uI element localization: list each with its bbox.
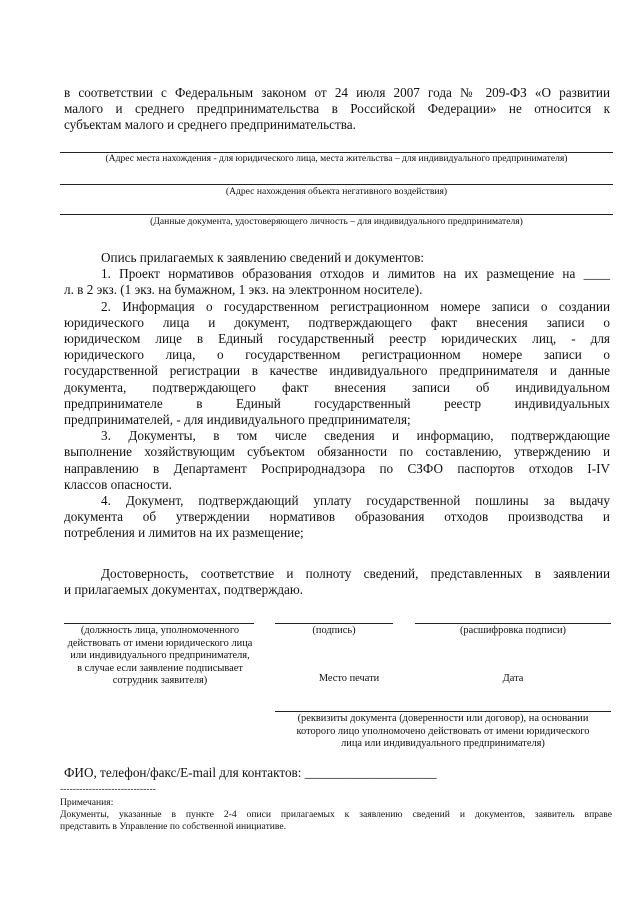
position-caption-line: в случае если заявление подписывает bbox=[77, 662, 243, 674]
contacts-field[interactable]: ФИО, телефон/факс/E-mail для контактов: ____________________ bbox=[64, 765, 437, 780]
inventory-item-2-line: предпринимателей, - для индивидуального предпринимателя; bbox=[64, 412, 411, 428]
id-document-field-line[interactable] bbox=[60, 214, 613, 215]
signature-decode-field-line[interactable] bbox=[415, 623, 611, 624]
notes-text-line: Документы, указанные в пункте 2-4 описи прилагаемых к заявлению сведений и документов, заявитель вправе bbox=[60, 809, 612, 820]
signature-decode-label: (расшифровка подписи) bbox=[459, 625, 567, 636]
power-of-attorney-caption bbox=[275, 713, 611, 751]
position-caption-line: или индивидуального предпринимателя, bbox=[70, 650, 250, 661]
notes-text-line: представить в Управление по собственной инициативе. bbox=[60, 821, 287, 832]
address-caption: (Адрес места нахождения - для юридического лица, места жительства – для индивидуального предпринимателя) bbox=[105, 153, 568, 164]
signature-field-line[interactable] bbox=[275, 623, 393, 624]
inventory-item-4-line: потребления и лимитов на их размещение; bbox=[64, 525, 304, 541]
intro-paragraph bbox=[64, 85, 610, 134]
power-of-attorney-caption-line: которого лицо уполномочено действовать от имени юридического bbox=[296, 725, 590, 737]
inventory-item-2-line: государственной регистрации в качестве индивидуального предпринимателя и данные bbox=[64, 363, 610, 379]
intro-line: в соответствии с Федеральным законом от 24 июля 2007 года № 209-ФЗ «О развитии bbox=[64, 85, 610, 100]
inventory-item-2-line: документа, подтверждающего факт внесения записи об индивидуальном bbox=[64, 379, 610, 395]
intro-line: субъектам малого и среднего предпринимательства. bbox=[64, 117, 356, 133]
stamp-label: Место печати bbox=[318, 673, 380, 684]
inventory-item-4-line: 4. Документ, подтверждающий уплату государственной пошлины за выдачу bbox=[101, 493, 610, 509]
confirmation-paragraph bbox=[64, 566, 610, 598]
power-of-attorney-caption-line: (реквизиты документа (доверенности или договор), на основании bbox=[297, 713, 589, 724]
inventory-section bbox=[64, 250, 610, 542]
position-caption bbox=[62, 625, 258, 688]
notes-separator: ------------------------------ bbox=[60, 784, 156, 795]
object-address-field-line[interactable] bbox=[60, 184, 613, 185]
inventory-item-1-line: 1. Проект нормативов образования отходов и лимитов на их размещение на ____ bbox=[101, 266, 610, 282]
inventory-heading: Опись прилагаемых к заявлению сведений и документов: bbox=[101, 250, 425, 265]
inventory-item-2-line: предпринимателе в Единый государственный реестр индивидуальных bbox=[64, 395, 610, 411]
notes-heading: Примечания: bbox=[60, 797, 114, 808]
inventory-item-3-line: 3. Документы, в том числе сведения и информацию, подтверждающие bbox=[101, 428, 610, 444]
inventory-item-3-line: классов опасности. bbox=[64, 476, 172, 492]
inventory-item-2-line: 2. Информация о государственном регистрационном номере записи о создании bbox=[101, 298, 610, 314]
inventory-item-3-line: направлению в Департамент Росприроднадзора по СЗФО паспортов отходов I-IV bbox=[64, 460, 610, 476]
position-caption-line: (должность лица, уполномоченного bbox=[80, 625, 240, 636]
inventory-item-2-line: юридического лица, о государственном регистрационном номере записи о bbox=[64, 347, 610, 363]
inventory-item-2-line: юридическом лице в Единый государственный реестр юридических лиц, - для bbox=[64, 331, 610, 347]
object-address-caption: (Адрес нахождения объекта негативного воздействия) bbox=[225, 186, 448, 197]
signature-label: (подпись) bbox=[312, 625, 356, 636]
inventory-item-1-line: л. в 2 экз. (1 экз. на бумажном, 1 экз. на электронном носителе). bbox=[64, 282, 423, 298]
intro-line: малого и среднего предпринимательства в Российской Федерации» не относится к bbox=[64, 101, 610, 117]
id-document-caption: (Данные документа, удостоверяющего личность – для индивидуального предпринимателя) bbox=[150, 216, 523, 227]
inventory-item-2-line: юридического лица и документ, подтверждающего факт внесения записи о bbox=[64, 314, 610, 330]
position-caption-line: сотрудник заявителя) bbox=[112, 675, 208, 686]
position-field-line[interactable] bbox=[64, 623, 254, 624]
inventory-item-3-line: выполнение хозяйствующим субъектом обязанности по составлению, утверждению и bbox=[64, 444, 610, 460]
inventory-item-4-line: документа об утверждении нормативов образования отходов производства и bbox=[64, 509, 610, 525]
power-of-attorney-caption-line: лица или индивидуального предпринимателя) bbox=[341, 738, 545, 749]
confirmation-line: и прилагаемых документах, подтверждаю. bbox=[64, 582, 304, 598]
date-label: Дата bbox=[502, 673, 524, 684]
confirmation-line: Достоверность, соответствие и полноту сведений, представленных в заявлении bbox=[101, 566, 610, 581]
notes-section bbox=[60, 797, 612, 833]
power-of-attorney-field-line[interactable] bbox=[275, 711, 611, 712]
position-caption-line: действовать от имени юридического лица bbox=[67, 637, 253, 649]
